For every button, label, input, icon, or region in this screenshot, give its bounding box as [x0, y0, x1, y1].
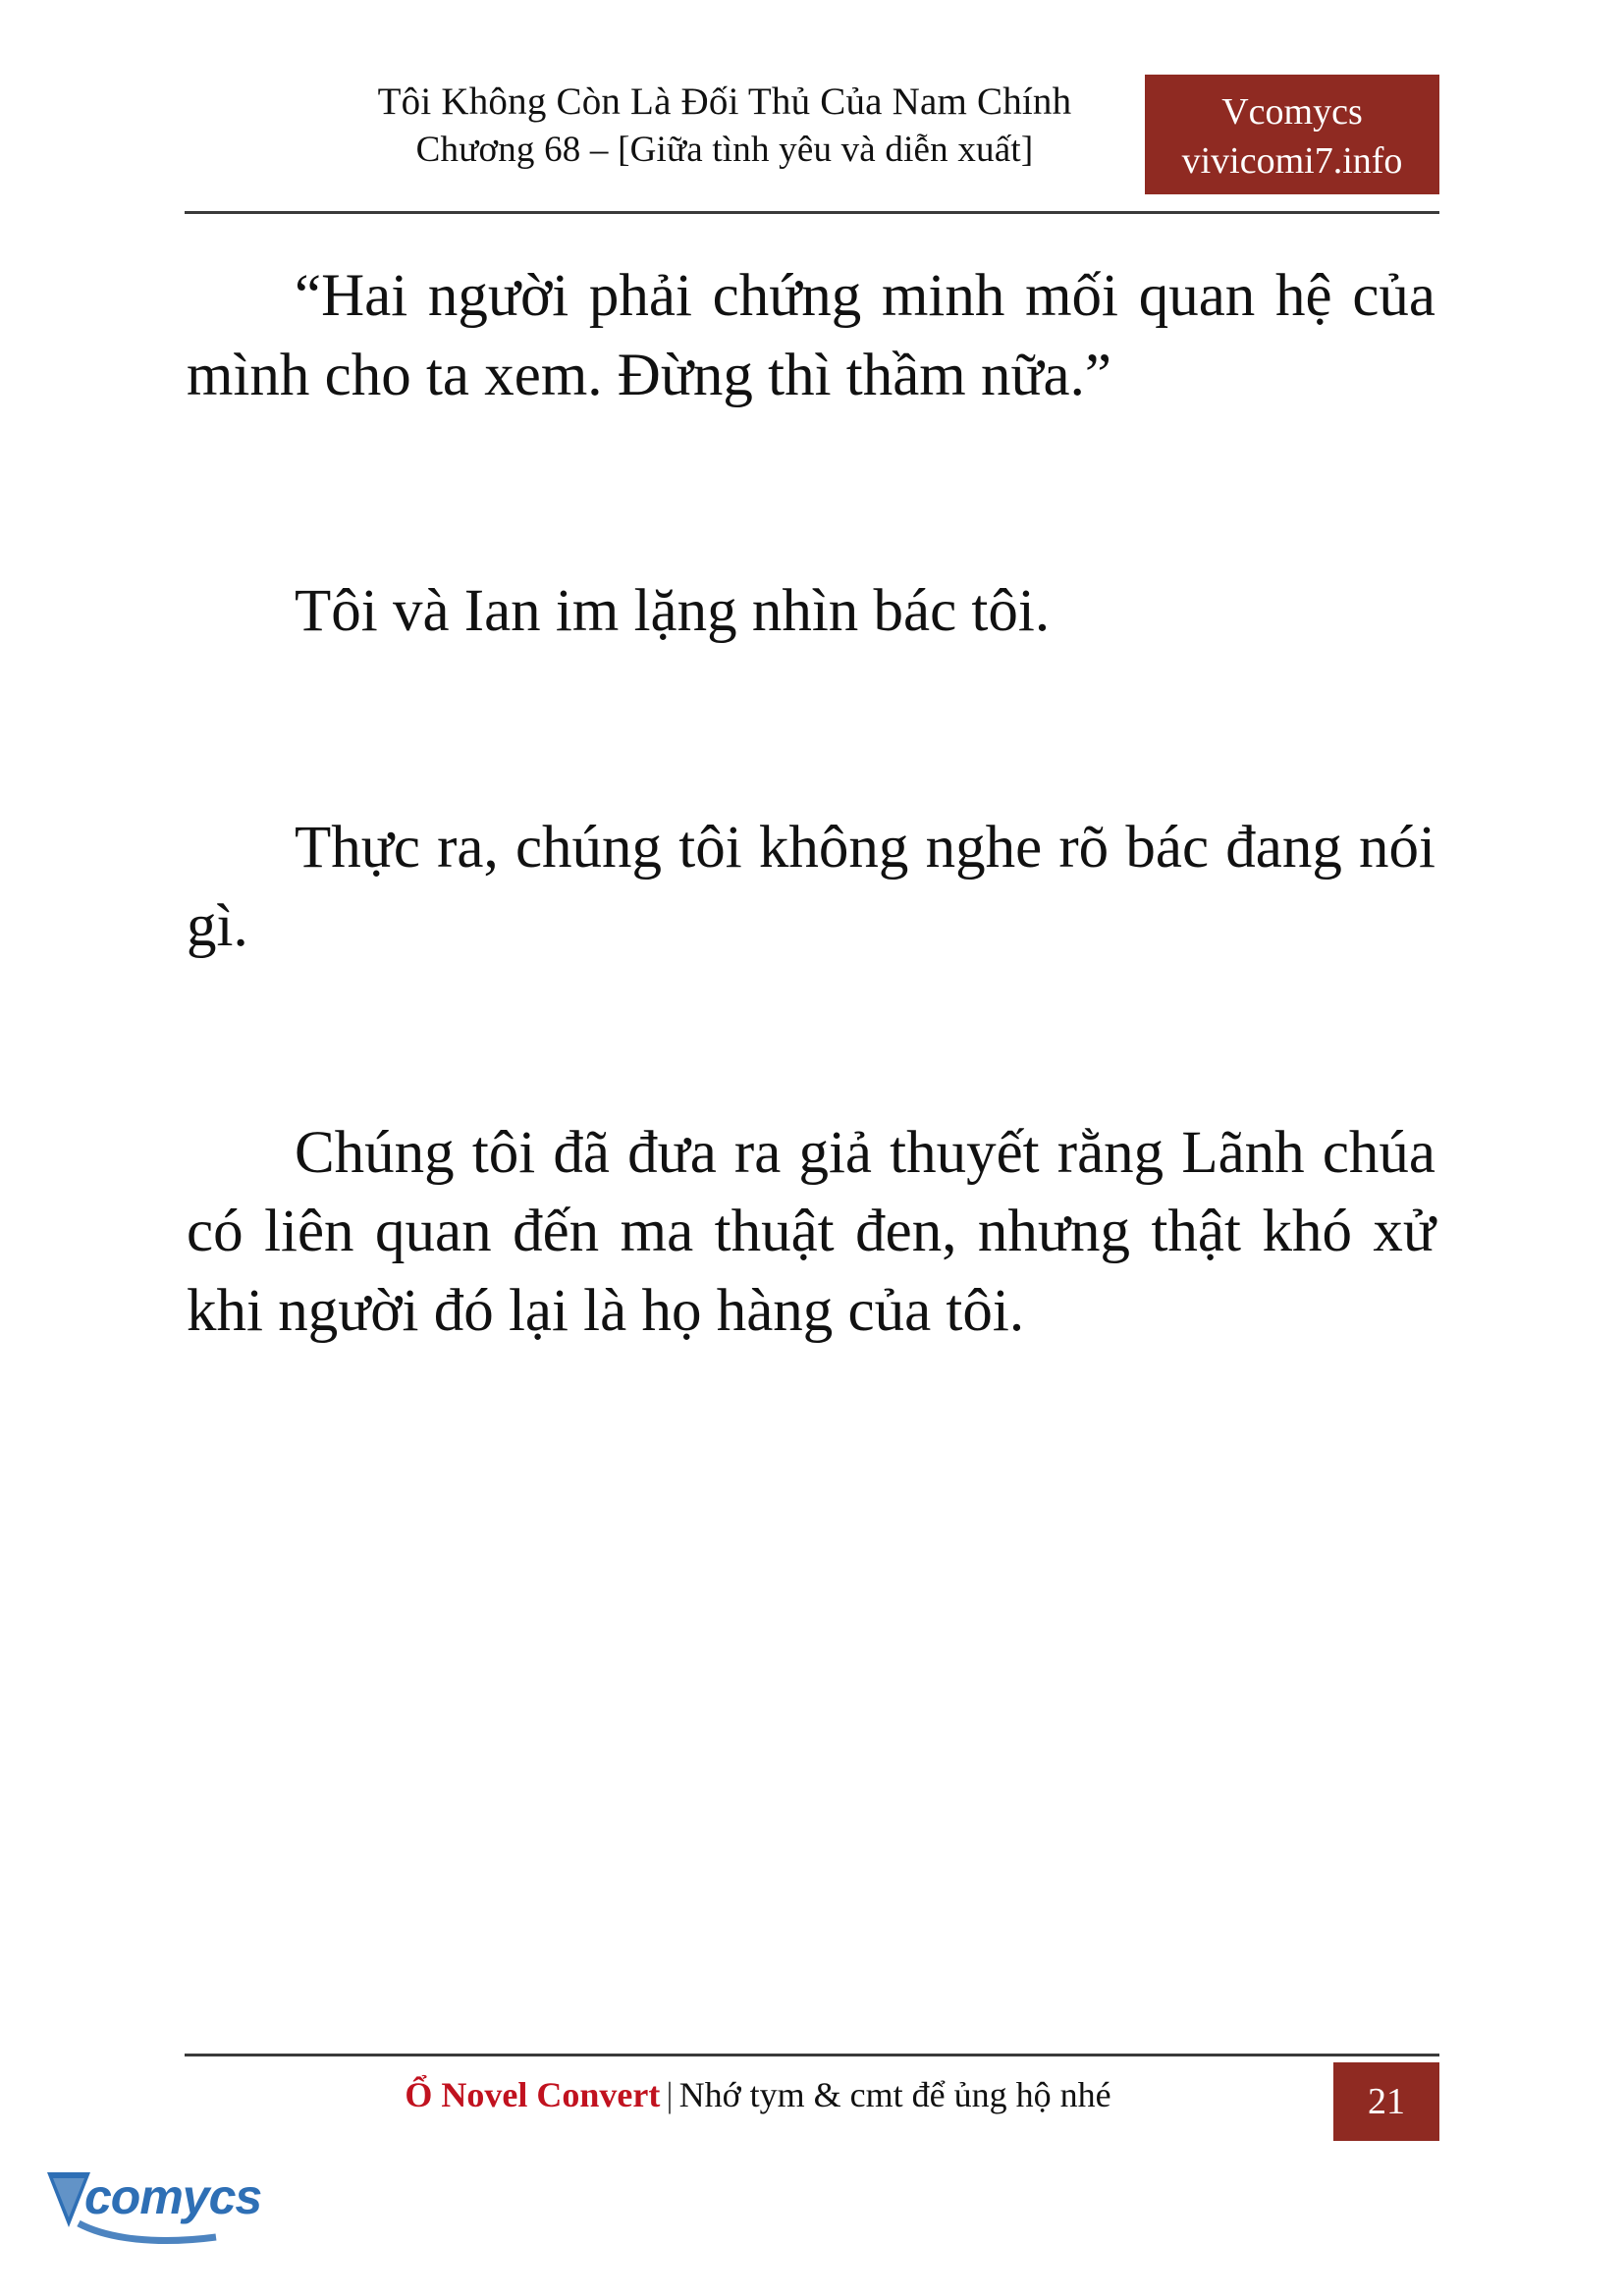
header-title-block: [185, 77, 1265, 175]
chapter-number: Chương 68 –: [415, 130, 619, 171]
site-badge-url: vivicomi7.info: [1181, 140, 1403, 183]
page-footer: [185, 2054, 1439, 2138]
footer-brand: Ổ Novel Convert: [405, 2075, 661, 2114]
novel-title: Tôi Không Còn Là Đối Thủ Của Nam Chính: [377, 80, 1072, 123]
footer-note: Nhớ tym & cmt để ủng hộ nhé: [678, 2075, 1111, 2114]
chapter-subtitle: [Giữa tình yêu và diễn xuất]: [618, 130, 1034, 171]
chapter-line: [185, 127, 1265, 175]
watermark-text: comycs: [84, 2169, 262, 2224]
chapter-body: [187, 257, 1435, 1351]
vcomycs-watermark: [39, 2155, 265, 2263]
footer-inner: [185, 2056, 1439, 2141]
page-header: [185, 77, 1439, 214]
site-badge-name: Vcomycs: [1221, 91, 1363, 133]
site-badge: [1145, 75, 1439, 194]
paragraph: Chúng tôi đã đưa ra giả thuyết rằng Lãnh chúa có liên quan đến ma thuật đen, nhưng thật khó xử khi người đó lại là họ hàng của tôi.: [187, 1119, 1435, 1344]
footer-separator: |: [666, 2075, 674, 2114]
page-number: 21: [1333, 2062, 1439, 2141]
paragraph: Thực ra, chúng tôi không nghe rõ bác đang nói gì.: [187, 814, 1435, 960]
footer-credit: [185, 2074, 1439, 2115]
paragraph: Tôi và Ian im lặng nhìn bác tôi.: [295, 578, 1051, 645]
paragraph: “Hai người phải chứng minh mối quan hệ của mình cho ta xem. Đừng thì thầm nữa.”: [187, 263, 1435, 408]
